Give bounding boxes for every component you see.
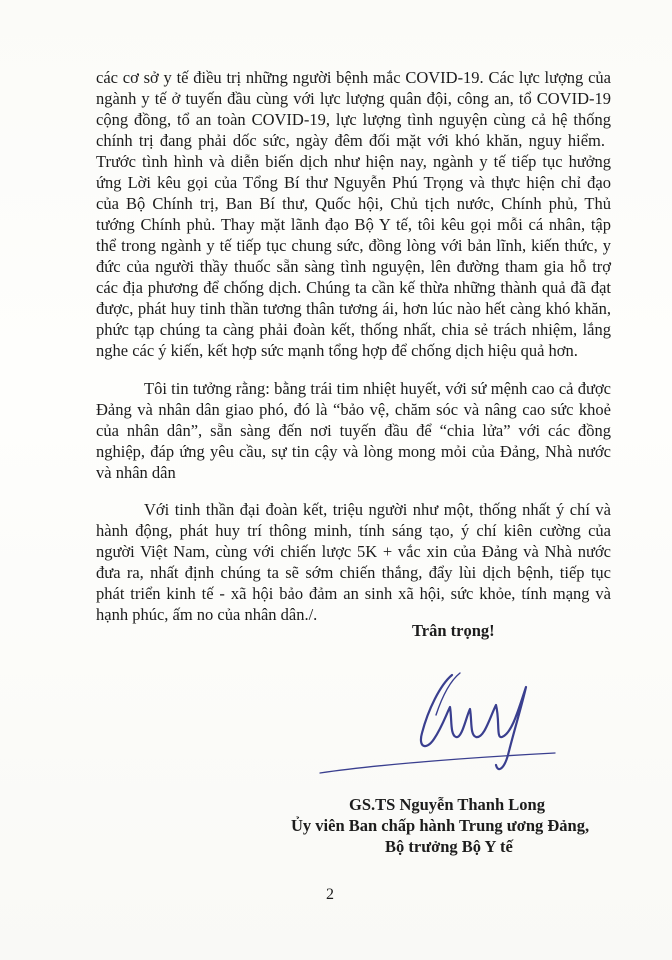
paragraph-line: các địa phương để chống dịch. Chúng ta cần kế thừa những thành quả đã đạt: [96, 278, 611, 297]
paragraph-line: nghiệp, đáp ứng yêu cầu, sự tin cậy và lòng mong mỏi của Đảng, Nhà nước: [96, 442, 611, 461]
paragraph-line: tướng Chính phủ. Thay mặt lãnh đạo Bộ Y tế, tôi kêu gọi mỗi cá nhân, tập: [96, 215, 611, 234]
paragraph-line: phức tạp chúng ta càng phải đoàn kết, thống nhất, chia sẻ trách nhiệm, lắng: [96, 320, 611, 339]
paragraph-line: và nhân dân: [96, 463, 176, 482]
signer-title-2: Bộ trưởng Bộ Y tế: [385, 837, 513, 856]
paragraph-line: hạnh phúc, ấm no của nhân dân./.: [96, 605, 318, 624]
paragraph-line: được, phát huy tinh thần tương thân tương ái, hơn lúc nào hết càng khó khăn,: [96, 299, 611, 318]
page-number: 2: [326, 886, 334, 903]
closing-salutation: Trân trọng!: [412, 621, 495, 640]
paragraph-line: Với tinh thần đại đoàn kết, triệu người như một, thống nhất ý chí và: [144, 500, 611, 519]
paragraph-line: các cơ sở y tế điều trị những người bệnh mắc COVID-19. Các lực lượng của: [96, 68, 611, 87]
paragraph-line: hành động, phát huy trí thông minh, tính sáng tạo, ý chí kiên cường của: [96, 521, 611, 540]
paragraph-line: cộng đồng, tổ an toàn COVID-19, lực lượng tình nguyện cùng cả hệ thống: [96, 110, 611, 129]
signer-name: GS.TS Nguyễn Thanh Long: [349, 795, 545, 814]
paragraph-line: đức của người thầy thuốc sẵn sàng tình nguyện, lên đường tham gia hỗ trợ: [96, 257, 611, 276]
paragraph-line: Tôi tin tưởng rằng: bằng trái tim nhiệt huyết, với sứ mệnh cao cả được: [144, 379, 611, 398]
paragraph-line: của Bộ Chính trị, Ban Bí thư, Quốc hội, Chủ tịch nước, Chính phủ, Thủ: [96, 194, 611, 213]
signature-icon: [300, 655, 560, 785]
signer-title-1: Ủy viên Ban chấp hành Trung ương Đảng,: [291, 816, 590, 835]
paragraph-line: phát triển kinh tế - xã hội bảo đảm an sinh xã hội, sức khỏe, tính mạng và: [96, 584, 611, 603]
paragraph-line: ứng Lời kêu gọi của Tổng Bí thư Nguyễn Phú Trọng và thực hiện chỉ đạo: [96, 173, 611, 192]
paragraph-line: chính trị đang phải dốc sức, ngày đêm đối mặt với khó khăn, nguy hiểm.: [96, 131, 605, 150]
paragraph-line: đưa ra, nhất định chúng ta sẽ sớm chiến thắng, đẩy lùi dịch bệnh, tiếp tục: [96, 563, 611, 582]
paragraph-line: Trước tình hình và diễn biến dịch như hiện nay, ngành y tế tiếp tục hưởng: [96, 152, 611, 171]
paragraph-line: người Việt Nam, cùng với chiến lược 5K + vắc xin của Đảng và Nhà nước: [96, 542, 611, 561]
paragraph-line: của nhân dân”, sẵn sàng đến nơi tuyến đầu để “chia lửa” với các đồng: [96, 421, 611, 440]
paragraph-line: thể trong ngành y tế tiếp tục chung sức, đồng lòng với bản lĩnh, kiến thức, y: [96, 236, 611, 255]
paragraph-line: nghe các ý kiến, kết hợp sức mạnh tổng hợp để chống dịch hiệu quả hơn.: [96, 341, 578, 360]
paragraph-line: ngành y tế ở tuyến đầu cùng với lực lượng quân đội, công an, tổ COVID-19: [96, 89, 611, 108]
paragraph-line: Đảng và nhân dân giao phó, đó là “bảo vệ, chăm sóc và nâng cao sức khoẻ: [96, 400, 611, 419]
